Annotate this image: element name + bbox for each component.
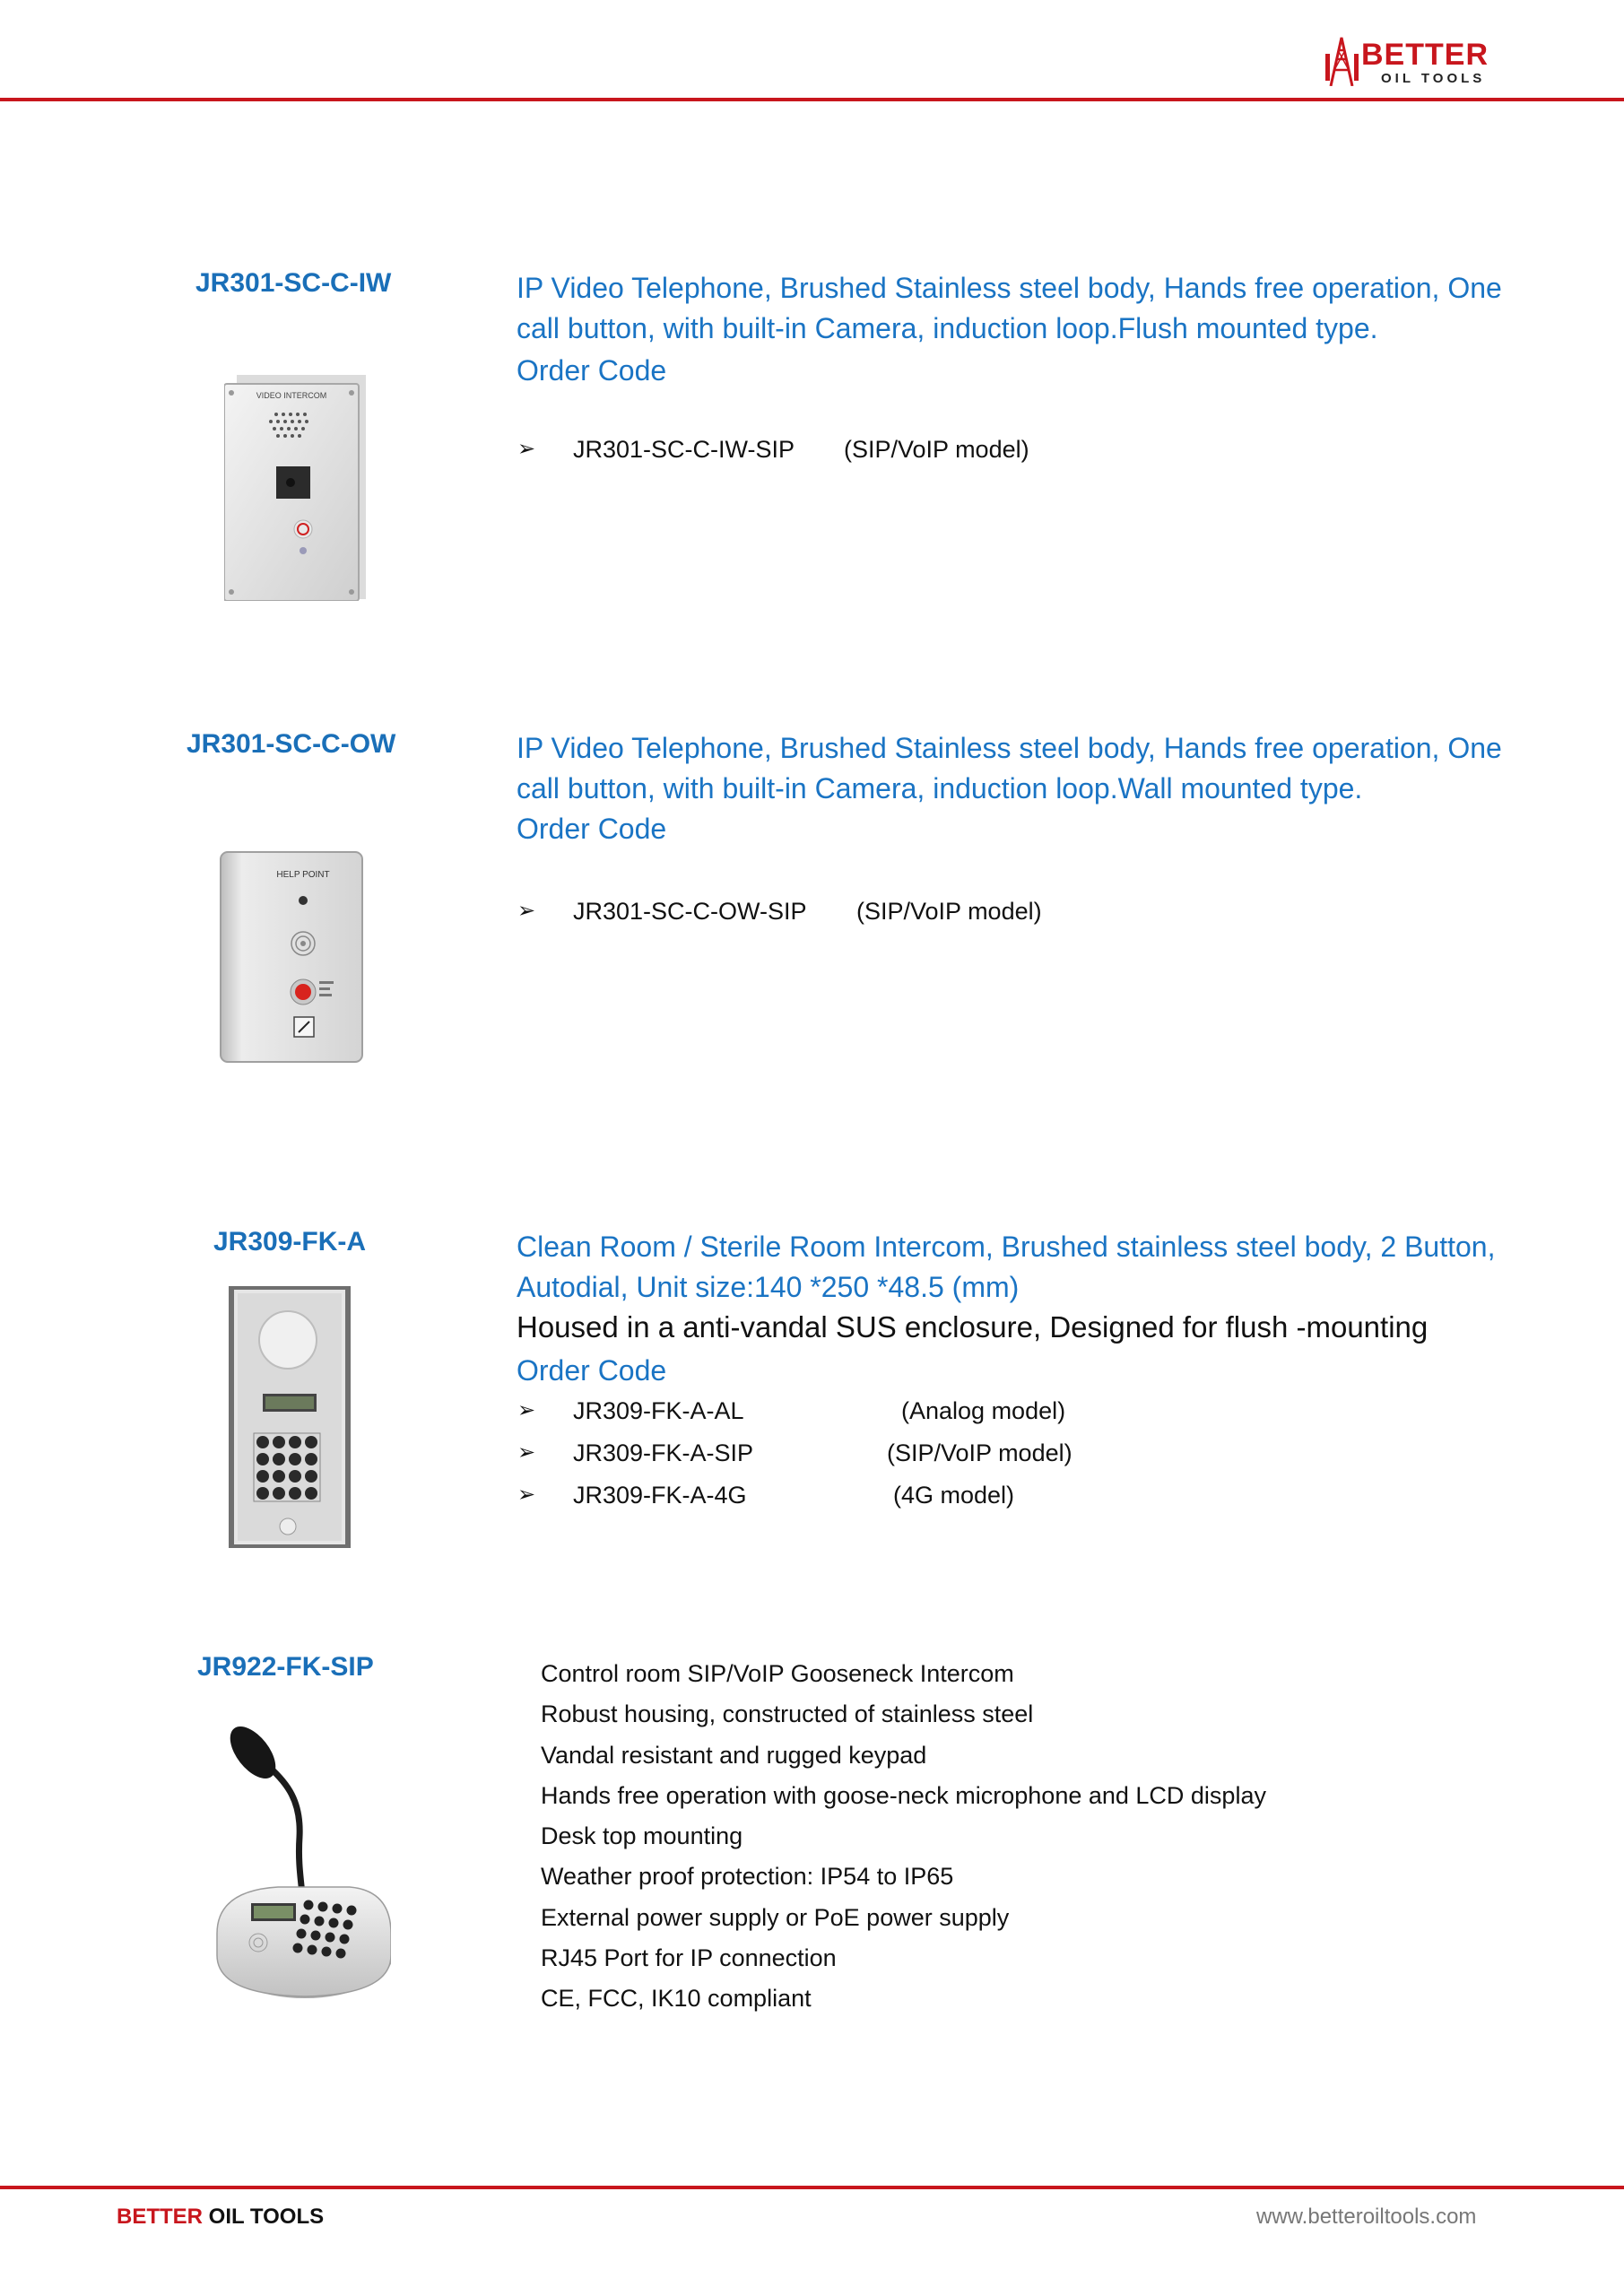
order-model: (Analog model) (901, 1397, 1066, 1424)
product-description: Clean Room / Sterile Room Intercom, Brushed stainless steel body, 2 Button, Autodial, Unit size:140 *250 *48.5 (mm) (517, 1231, 1496, 1303)
bullet-arrow-icon: ➢ (517, 1483, 536, 1507)
device-panel-label: VIDEO INTERCOM (256, 391, 327, 400)
spec-line: Desk top mounting (541, 1822, 743, 1849)
spec-line: Weather proof protection: IP54 to IP65 (541, 1863, 954, 1890)
spec-line: RJ45 Port for IP connection (541, 1944, 837, 1971)
bullet-arrow-icon: ➢ (517, 899, 536, 923)
order-code: JR309-FK-A-AL (573, 1397, 744, 1424)
order-code: JR309-FK-A-SIP (573, 1439, 754, 1466)
footer-website: www.betteroiltools.com (1256, 2205, 1477, 2229)
order-code: JR309-FK-A-4G (573, 1482, 747, 1509)
order-model: (SIP/VoIP model) (887, 1439, 1073, 1466)
spec-line: CE, FCC, IK10 compliant (541, 1985, 812, 2012)
header-divider (0, 98, 1624, 101)
derrick-logo-icon (1325, 34, 1359, 86)
order-code-label: Order Code (517, 354, 667, 387)
product-description-extra: Housed in a anti-vandal SUS enclosure, Designed for flush -mounting (517, 1310, 1429, 1344)
spec-line: External power supply or PoE power supply (541, 1904, 1010, 1931)
product-code-title: JR301-SC-C-OW (187, 729, 396, 759)
spec-line: Vandal resistant and rugged keypad (541, 1742, 927, 1769)
product-code-title: JR922-FK-SIP (197, 1652, 374, 1682)
product-code-title: JR301-SC-C-IW (195, 268, 392, 298)
order-code-label: Order Code (517, 813, 667, 845)
footer-divider (0, 2186, 1624, 2189)
product-description: IP Video Telephone, Brushed Stainless steel body, Hands free operation, One call button, with built-in Camera, induction loop.Wall mounted type. (517, 732, 1502, 804)
product-description: IP Video Telephone, Brushed Stainless steel body, Hands free operation, One call button, with built-in Camera, induction loop.Flush mounted type. (517, 272, 1502, 344)
help-point-wall-image (217, 850, 366, 1065)
order-model: (4G model) (893, 1482, 1015, 1509)
footer-brand-part2: OIL TOOLS (208, 2205, 325, 2229)
logo-text-secondary: OIL TOOLS (1381, 71, 1486, 86)
order-code: JR301-SC-C-IW-SIP (573, 436, 795, 463)
footer-brand (117, 2205, 324, 2230)
clean-room-intercom-image (229, 1286, 351, 1548)
bullet-arrow-icon: ➢ (517, 1398, 536, 1422)
order-code-label: Order Code (517, 1354, 667, 1387)
product-code-title: JR309-FK-A (213, 1227, 367, 1257)
order-model: (SIP/VoIP model) (856, 898, 1042, 925)
spec-line: Hands free operation with goose-neck microphone and LCD display (541, 1782, 1266, 1809)
video-intercom-flush-image (224, 375, 366, 601)
bullet-arrow-icon: ➢ (517, 437, 536, 461)
order-model: (SIP/VoIP model) (844, 436, 1029, 463)
device-panel-label: HELP POINT (276, 870, 330, 880)
logo-text-primary: BETTER (1361, 38, 1489, 72)
spec-line: Control room SIP/VoIP Gooseneck Intercom (541, 1660, 1014, 1687)
gooseneck-intercom-image (215, 1720, 391, 2000)
bullet-arrow-icon: ➢ (517, 1440, 536, 1465)
company-logo (1325, 32, 1505, 95)
order-code: JR301-SC-C-OW-SIP (573, 898, 807, 925)
footer-brand-part1: BETTER (117, 2205, 203, 2229)
spec-line: Robust housing, constructed of stainless steel (541, 1700, 1034, 1727)
